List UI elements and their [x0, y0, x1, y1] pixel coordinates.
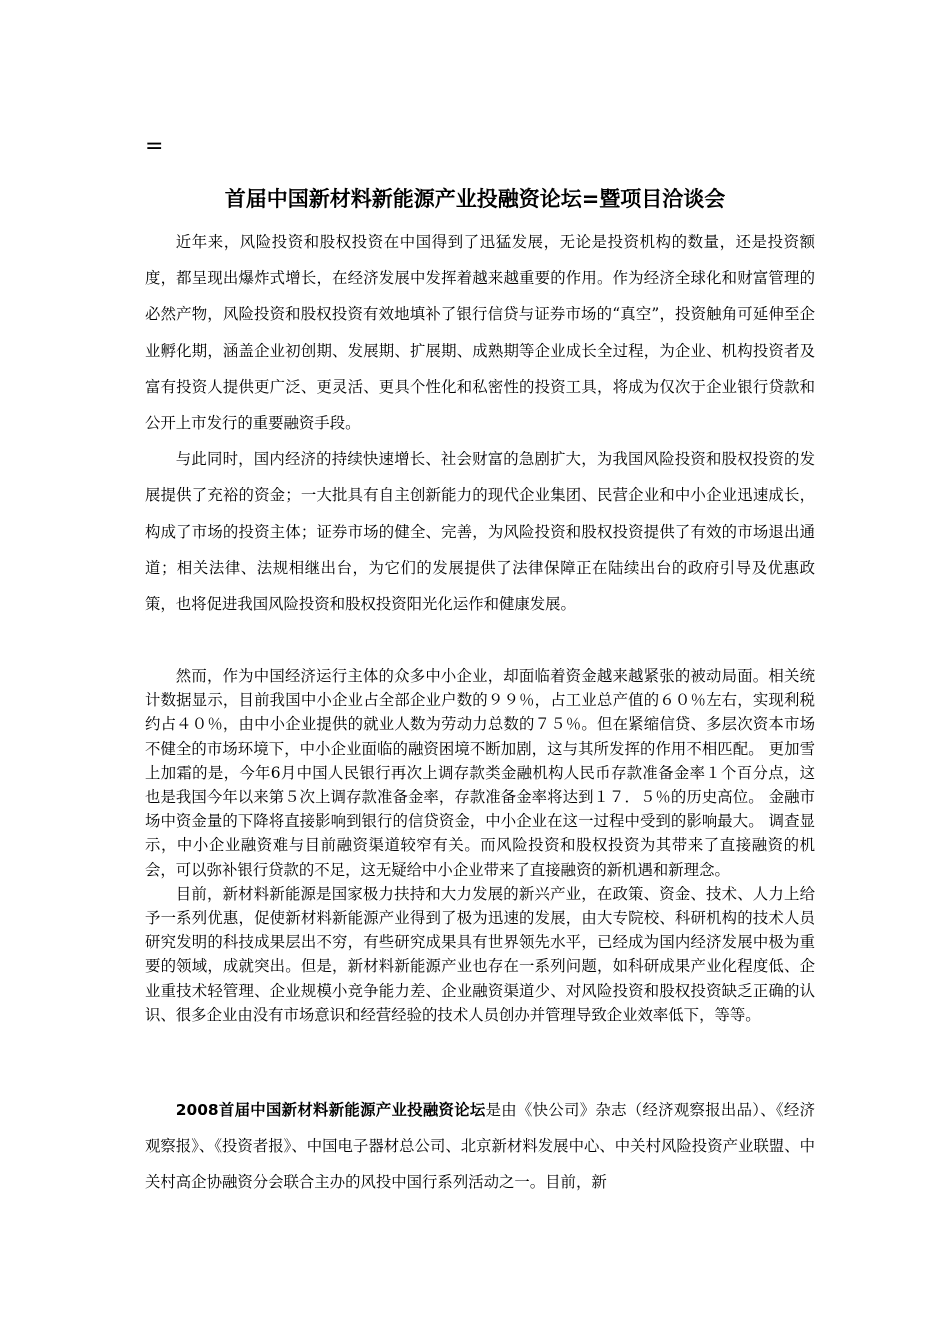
forum-name: 2008首届中国新材料新能源产业投融资论坛 [175, 1101, 486, 1119]
section-forum [145, 1092, 815, 1201]
paragraph-3: 然而，作为中国经济运行主体的众多中小企业，却面临着资金越来越紧张的被动局面。相关统计数据显示，目前我国中小企业占全部企业户数的９９％，占工业总产值的６０％左右，实现利税约占４０％，由中小企业提供的就业人数为劳动力总数的７５％。但在紧缩信贷、多层次资本市场不健全的市场环境下，中小企业面临的融资困境不断加剧，这与其所发挥的作用不相匹配。 更加雪上加霜的是，今年6月中国人民银行再次上调存款类金融机构人民币存款准备金率１个百分点，这也是我国今年以来第５次上调存款准备金率，存款准备金率将达到１７．５％的历史高位。 金融市场中资金量的下降将直接影响到银行的信贷资金，中小企业在这一过程中受到的影响最大。 调查显示，中小企业融资难与目前融资渠道较窄有关。而风险投资和股权投资为其带来了直接融资的机会，可以弥补银行贷款的不足，这无疑给中小企业带来了直接融资的新机遇和新理念。 [145, 667, 815, 879]
paragraph-4: 目前，新材料新能源是国家极力扶持和大力发展的新兴产业，在政策、资金、技术、人力上给予一系列优惠，促使新材料新能源产业得到了极为迅速的发展，由大专院校、科研机构的技术人员研究发明的科技成果层出不穷，有些研究成果具有世界领先水平，已经成为国内经济发展中极为重要的领域，成就突出。但是，新材料新能源产业也存在一系列问题，如科研成果产业化程度低、企业重技术轻管理、企业规模小竞争能力差、企业融资渠道少、对风险投资和股权投资缺乏正确的认识、很多企业由没有市场意识和经营经验的技术人员创办并管理导致企业效率低下，等等。 [145, 884, 815, 1024]
equals-marker: = [145, 134, 164, 159]
paragraph-2: 与此同时，国内经济的持续快速增长、社会财富的急剧扩大，为我国风险投资和股权投资的发展提供了充裕的资金；一大批具有自主创新能力的现代企业集团、民营企业和中小企业迅速成长，构成了市场的投资主体；证券市场的健全、完善，为风险投资和股权投资提供了有效的市场退出通道；相关法律、法规相继出台，为它们的发展提供了法律保障正在陆续出台的政府引导及优惠政策，也将促进我国风险投资和股权投资阳光化运作和健康发展。 [145, 450, 815, 614]
paragraph-5 [145, 1092, 815, 1201]
section-dense [145, 664, 815, 1027]
paragraph-5-text: 是由《快公司》杂志（经济观察报出品）、《经济观察报》、《投资者报》、中国电子器材总公司、北京新材料发展中心、中关村风险投资产业联盟、中关村高企协融资分会联合主办的风投中国行系列活动之一。目前，新 [145, 1101, 815, 1192]
document-title: 首届中国新材料新能源产业投融资论坛=暨项目洽谈会 [224, 187, 726, 211]
paragraph-1: 近年来，风险投资和股权投资在中国得到了迅猛发展，无论是投资机构的数量，还是投资额度，都呈现出爆炸式增长，在经济发展中发挥着越来越重要的作用。作为经济全球化和财富管理的必然产物，风险投资和股权投资有效地填补了银行信贷与证券市场的“真空”，投资触角可延伸至企业孵化期，涵盖企业初创期、发展期、扩展期、成熟期等企业成长全过程，为企业、机构投资者及富有投资人提供更广泛、更灵活、更具个性化和私密性的投资工具，将成为仅次于企业银行贷款和公开上市发行的重要融资手段。 [145, 233, 815, 433]
section-intro [145, 224, 815, 622]
